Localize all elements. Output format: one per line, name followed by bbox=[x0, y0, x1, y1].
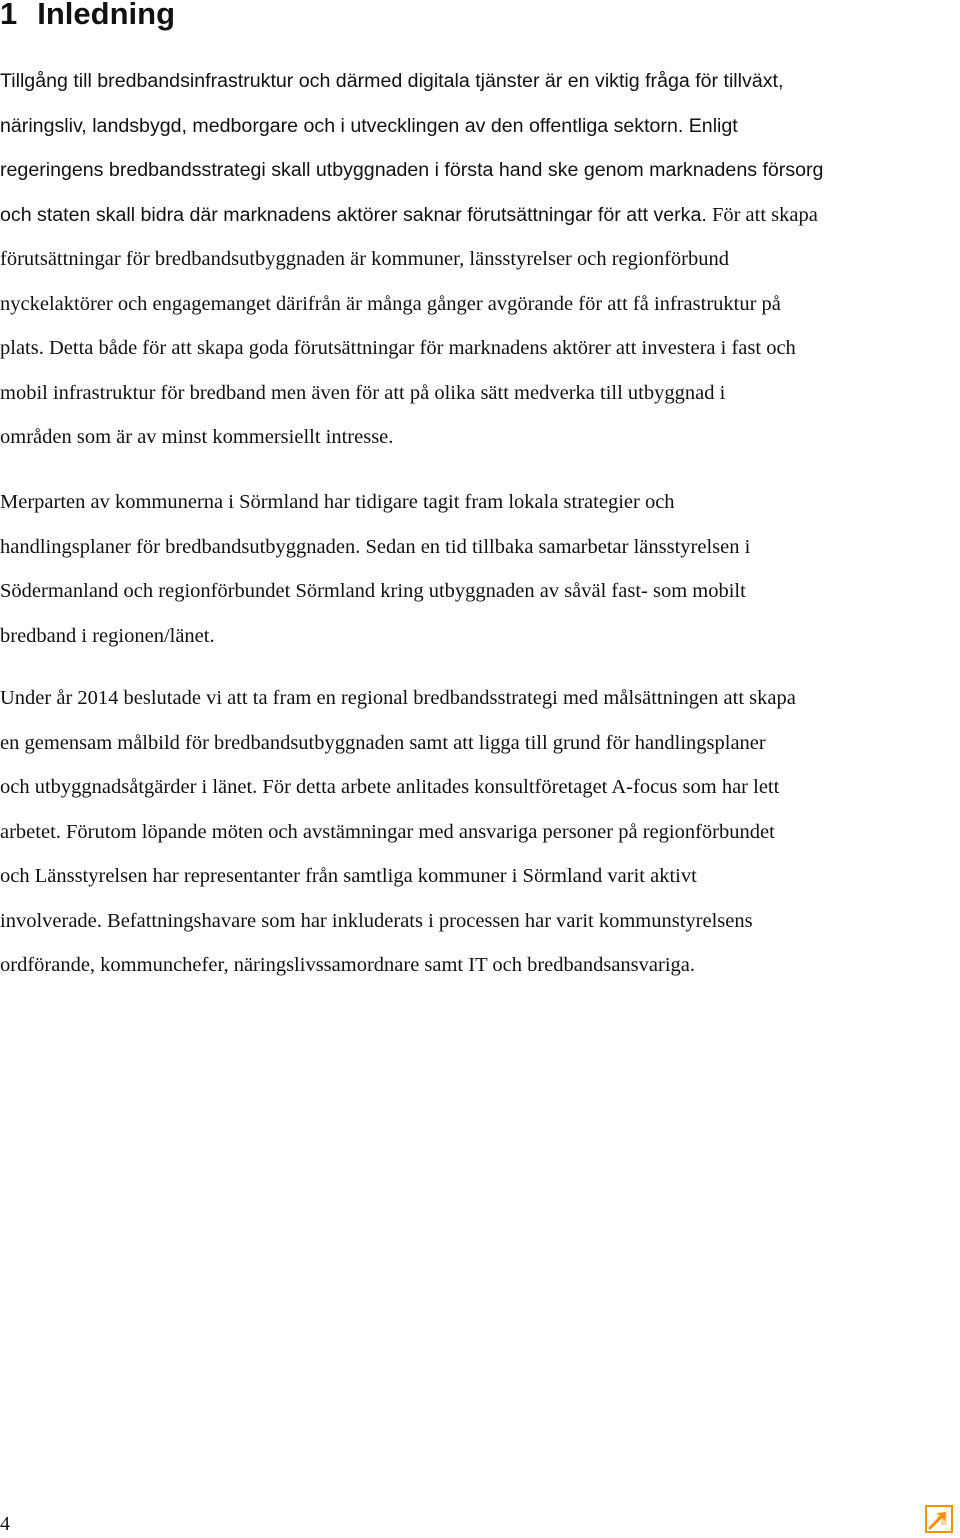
page-number: 4 bbox=[0, 1513, 10, 1535]
text-line: förutsättningar för bredbandsutbyggnaden är kommuner, länsstyrelser och regionförbund bbox=[0, 248, 730, 270]
text-line bbox=[0, 193, 960, 238]
text-line: näringsliv, landsbygd, medborgare och i utvecklingen av den offentliga sektorn. Enligt bbox=[0, 114, 738, 137]
paragraph-sormland bbox=[0, 480, 960, 658]
text-line: nyckelaktörer och engagemanget därifrån är många gånger avgörande för att få infrastruktur på bbox=[0, 292, 781, 315]
text-line: involverade. Befattningshavare som har inkluderats i processen har varit kommunstyrelsens bbox=[0, 909, 753, 932]
paragraph-intro bbox=[0, 59, 960, 460]
text-line: bredband i regionen/länet. bbox=[0, 624, 215, 647]
text-line: Södermanland och regionförbundet Sörmland kring utbyggnaden av såväl fast- som mobilt bbox=[0, 580, 746, 602]
text-line-part: och staten skall bidra där marknadens aktörer saknar förutsättningar för att verka. bbox=[0, 203, 707, 226]
text-line: Merparten av kommunerna i Sörmland har tidigare tagit fram lokala strategier och bbox=[0, 491, 675, 513]
text-line: arbetet. Förutom löpande möten och avstämningar med ansvariga personer på regionförbundet bbox=[0, 820, 775, 843]
text-line: plats. Detta både för att skapa goda förutsättningar för marknadens aktörer att investera i fast och bbox=[0, 337, 796, 359]
text-line: områden som är av minst kommersiellt intresse. bbox=[0, 426, 394, 448]
text-line: mobil infrastruktur för bredband men även för att på olika sätt medverka till utbyggnad i bbox=[0, 381, 726, 404]
orange-arrow-logo-icon bbox=[925, 1505, 953, 1533]
section-title: Inledning bbox=[37, 0, 176, 31]
text-line: regeringens bredbandsstrategi skall utbyggnaden i första hand ske genom marknadens försorg bbox=[0, 159, 824, 181]
text-line: Tillgång till bredbandsinfrastruktur och därmed digitala tjänster är en viktig fråga för tillväxt, bbox=[0, 70, 784, 92]
text-line: en gemensam målbild för bredbandsutbyggnaden samt att ligga till grund för handlingsplaner bbox=[0, 731, 766, 754]
text-line: och Länsstyrelsen har representanter från samtliga kommuner i Sörmland varit aktivt bbox=[0, 865, 697, 887]
text-line: handlingsplaner för bredbandsutbyggnaden. Sedan en tid tillbaka samarbetar länsstyrelsen i bbox=[0, 535, 751, 558]
section-number: 1 bbox=[0, 0, 18, 31]
section-heading bbox=[0, 0, 175, 34]
text-line: och utbyggnadsåtgärder i länet. För detta arbete anlitades konsultföretaget A-focus som har lett bbox=[0, 776, 780, 798]
text-line: Under år 2014 beslutade vi att ta fram en regional bredbandsstrategi med målsättningen att skapa bbox=[0, 687, 796, 709]
text-line-part: För att skapa bbox=[706, 203, 818, 226]
text-line: ordförande, kommunchefer, näringslivssamordnare samt IT och bredbandsansvariga. bbox=[0, 954, 696, 976]
paragraph-strategy-2014 bbox=[0, 676, 960, 988]
